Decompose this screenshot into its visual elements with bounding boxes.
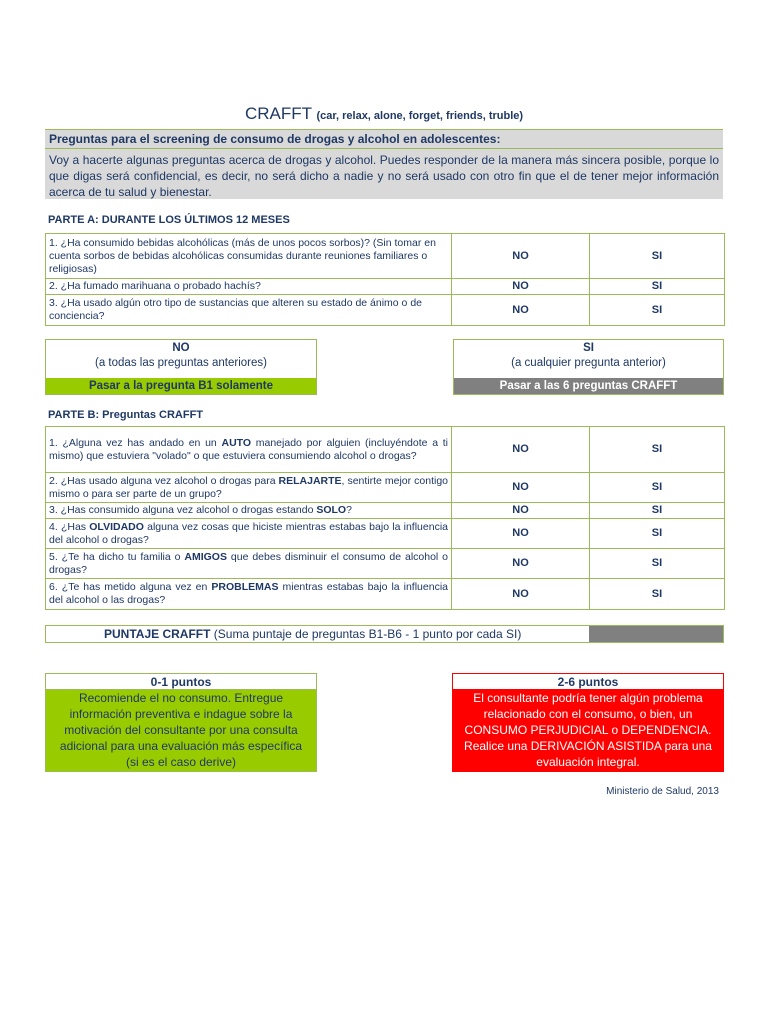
decision-si-head: SI — [583, 342, 594, 354]
result-low-box — [45, 673, 317, 772]
answer-si[interactable]: SI — [590, 519, 725, 549]
table-row — [46, 295, 725, 326]
result-high-text: El consultante podría tener algún problema relacionado con el consumo, o bien, un CONSUMO PERJUDICIAL o DEPENDENCIA. Realice una DERIVACIÓN ASISTIDA para una evaluación integral. — [464, 691, 712, 769]
question-text: 1. ¿Alguna vez has andado en un AUTO manejado por alguien (incluyéndote a ti mismo) que estuviera "volado" o que estuviera consumiendo alcohol o drogas? — [46, 427, 452, 473]
part-b-label: PARTE B: Preguntas CRAFFT — [48, 409, 204, 421]
table-row — [46, 579, 725, 610]
intro-box — [45, 129, 723, 199]
table-row — [46, 549, 725, 579]
answer-no[interactable]: NO — [452, 473, 590, 503]
answer-no[interactable]: NO — [452, 295, 590, 326]
part-b-table — [45, 426, 725, 610]
table-row — [46, 473, 725, 503]
score-value-cell[interactable] — [589, 626, 723, 642]
intro-text: Voy a hacerte algunas preguntas acerca de drogas y alcohol. Puedes responder de la manera más sincera posible, porque lo que digas será confidencial, es decir, no será dicho a nadie y no será usado con otro fin que el de tener mejor información acerca de tu salud y bienestar. — [49, 153, 719, 199]
question-text: 4. ¿Has OLVIDADO alguna vez cosas que hiciste mientras estabas bajo la influencia del alcohol o drogas? — [46, 519, 452, 549]
part-a-table — [45, 233, 725, 326]
question-text: 6. ¿Te has metido alguna vez en PROBLEMAS mientras estabas bajo la influencia del alcohol o las drogas? — [46, 579, 452, 610]
answer-si[interactable]: SI — [590, 473, 725, 503]
decision-no-box — [45, 339, 317, 395]
part-a-label: PARTE A: DURANTE LOS ÚLTIMOS 12 MESES — [48, 214, 290, 226]
answer-no[interactable]: NO — [452, 519, 590, 549]
answer-si[interactable]: SI — [590, 279, 725, 295]
document-title — [0, 104, 768, 124]
answer-si[interactable]: SI — [590, 549, 725, 579]
question-text: 3. ¿Has consumido alguna vez alcohol o drogas estando SOLO? — [46, 503, 452, 519]
decision-no-sub: (a todas las preguntas anteriores) — [95, 357, 267, 369]
answer-si[interactable]: SI — [590, 579, 725, 610]
answer-si[interactable]: SI — [590, 503, 725, 519]
answer-no[interactable]: NO — [452, 579, 590, 610]
score-row — [45, 625, 724, 643]
table-row — [46, 519, 725, 549]
question-text: 2. ¿Has usado alguna vez alcohol o drogas para RELAJARTE, sentirte mejor contigo mismo o para ser parte de un grupo? — [46, 473, 452, 503]
intro-heading: Preguntas para el screening de consumo de drogas y alcohol en adolescentes: — [45, 129, 723, 149]
answer-si[interactable]: SI — [590, 234, 725, 279]
question-keyword: PROBLEMAS — [211, 581, 279, 593]
question-text: 3. ¿Ha usado algún otro tipo de sustancias que alteren su estado de ánimo o de conciencia? — [46, 295, 452, 326]
table-row — [46, 503, 725, 519]
question-text: 2. ¿Ha fumado marihuana o probado hachís? — [46, 279, 452, 295]
decision-si-sub: (a cualquier pregunta anterior) — [511, 357, 666, 369]
answer-si[interactable]: SI — [590, 427, 725, 473]
decision-si-action: Pasar a las 6 preguntas CRAFFT — [454, 378, 723, 394]
footer-credit: Ministerio de Salud, 2013 — [606, 786, 719, 797]
table-row — [46, 427, 725, 473]
question-keyword: OLVIDADO — [89, 520, 144, 533]
answer-no[interactable]: NO — [452, 549, 590, 579]
title-main: CRAFFT — [244, 104, 312, 123]
table-row — [46, 279, 725, 295]
answer-no[interactable]: NO — [452, 427, 590, 473]
score-note: (Suma puntaje de preguntas B1-B6 - 1 punto por cada SI) — [213, 627, 522, 641]
result-low-head: 0-1 puntos — [46, 674, 316, 690]
question-keyword: AMIGOS — [184, 550, 227, 563]
question-keyword: RELAJARTE — [278, 474, 342, 487]
decision-no-head: NO — [172, 342, 190, 354]
answer-no[interactable]: NO — [452, 279, 590, 295]
table-row — [46, 234, 725, 279]
question-keyword: AUTO — [221, 436, 252, 449]
result-low-text: Recomiende el no consumo. Entregue información preventiva e indague sobre la motivación del consultante por una consulta adicional para una evaluación más específica (si es el caso derive) — [59, 691, 303, 769]
question-text: 5. ¿Te ha dicho tu familia o AMIGOS que debes disminuir el consumo de alcohol o drogas? — [46, 549, 452, 579]
result-high-head: 2-6 puntos — [453, 674, 723, 690]
answer-no[interactable]: NO — [452, 234, 590, 279]
score-label-wrap — [104, 626, 521, 642]
score-label: PUNTAJE CRAFFT — [104, 627, 211, 641]
answer-no[interactable]: NO — [452, 503, 590, 519]
question-keyword: SOLO — [316, 504, 347, 516]
decision-no-action: Pasar a la pregunta B1 solamente — [46, 378, 316, 394]
decision-si-box — [453, 339, 724, 395]
result-high-box — [452, 673, 724, 772]
title-sub: (car, relax, alone, forget, friends, truble) — [316, 110, 524, 122]
answer-si[interactable]: SI — [590, 295, 725, 326]
question-text: 1. ¿Ha consumido bebidas alcohólicas (más de unos pocos sorbos)? (Sin tomar en cuenta sorbos de bebidas alcohólicas consumidas durante reuniones familiares o religiosas) — [46, 234, 452, 279]
